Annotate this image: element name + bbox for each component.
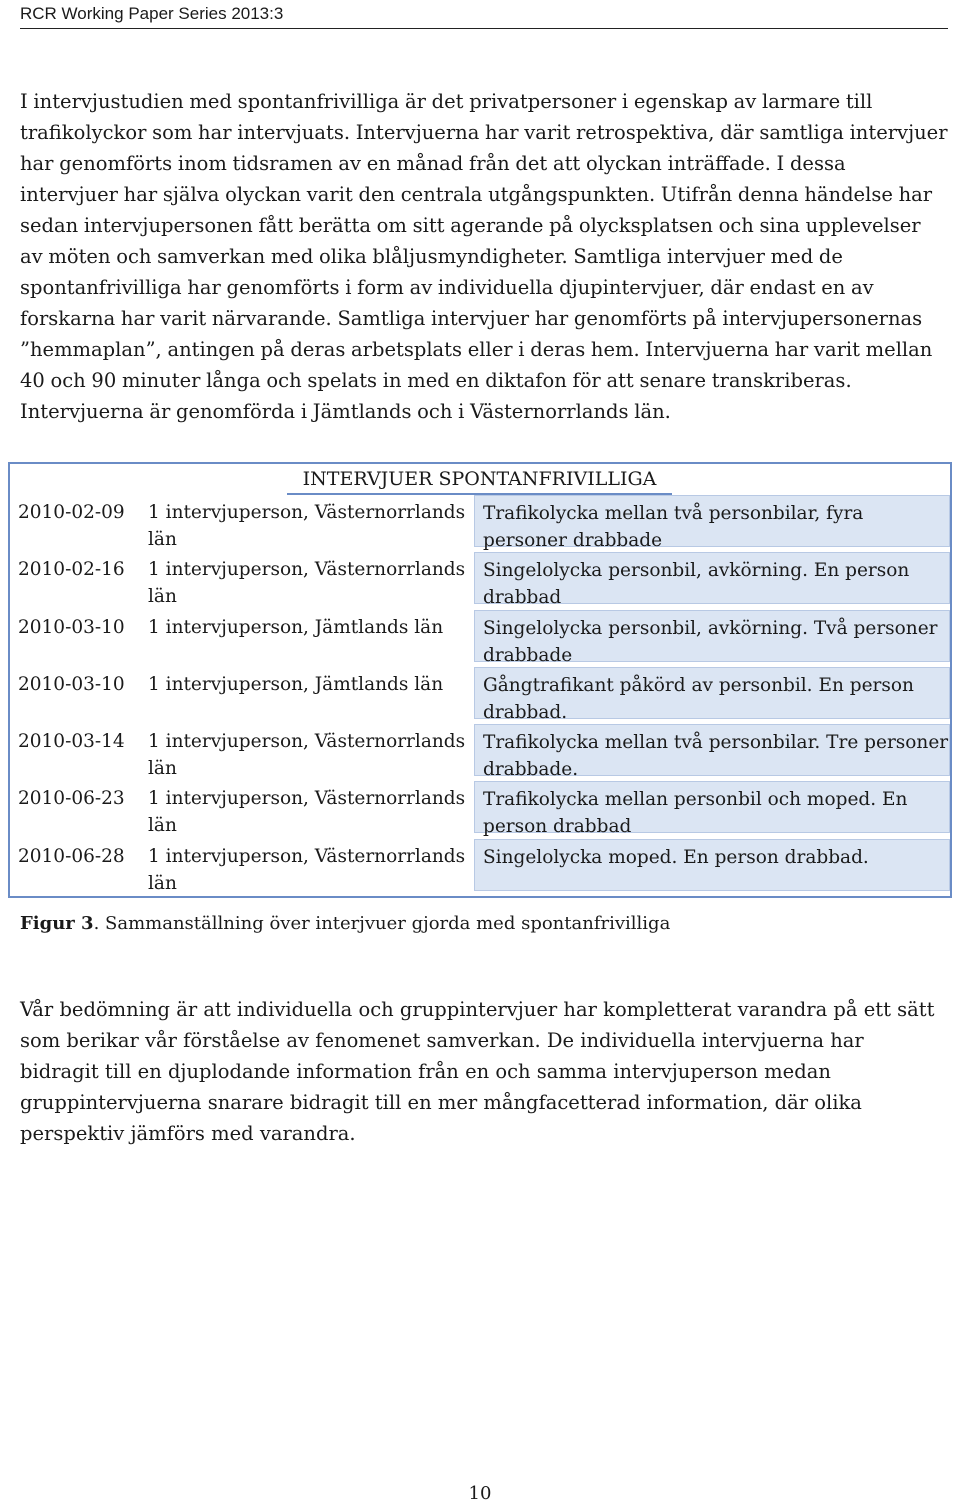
date-cell: 2010-03-10 — [18, 673, 125, 695]
body-paragraph-assessment: Vår bedömning är att individuella och gruppintervjuer har kompletterat varandra på ett sätt som berikar vår förståelse av fenomenet samverkan. De individuella intervjuerna har bidragit till en djuplodande information från en och samma intervjuperson medan gruppintervjuerna snarare bidragit till en mer mångfacetterad information, där olika perspektiv jämförs med varandra. — [20, 998, 935, 1145]
interview-cell: 1 intervjuperson, Västernorrlands län — [148, 845, 466, 894]
description-cell: Gångtrafikant påkörd av personbil. En person drabbad. — [474, 667, 950, 719]
interview-cell: 1 intervjuperson, Västernorrlands län — [148, 788, 466, 837]
date-cell: 2010-06-23 — [18, 788, 125, 810]
body-paragraph-method: I intervjustudien med spontanfrivilliga är det privatpersoner i egenskap av larmare till trafikolyckor som har intervjuats. Intervjuerna har varit retrospektiva, där samtliga intervjuer har genomförts inom tidsramen av en månad från det att olyckan inträffade. I dessa intervjuer har själva olyckan varit den centrala utgångspunkten. Utifrån denna händelse har sedan intervjupersonen fått berätta om sitt agerande på olycksplatsen och sina upplevelser av möten och samverkan med olika blåljusmyndigheter. Samtliga intervjuer med de spontanfrivilliga har genomförts i form av individuella djupintervjuer, där endast en av forskarna har varit närvarande. Samtliga intervjuer har genomförts på intervjupersonernas ”hemmaplan”, antingen på deras arbetsplats eller i deras hem. Intervjuerna har varit mellan 40 och 90 minuter långa och spelats in med en diktafon för att senare transkriberas. Intervjuerna är genomförda i Jämtlands och i Västernorrlands län. — [20, 90, 948, 423]
date-cell: 2010-02-09 — [18, 502, 125, 523]
table-body — [10, 495, 950, 896]
date-cell: 2010-03-10 — [18, 616, 125, 638]
interview-cell: 1 intervjuperson, Jämtlands län — [148, 616, 444, 638]
table-row — [10, 495, 950, 552]
table-row — [10, 839, 950, 896]
description-cell: Trafikolycka mellan två personbilar, fyra personer drabbade — [474, 495, 950, 547]
caption-text: . Sammanställning över interjvuer gjorda med spontanfrivilliga — [93, 913, 671, 934]
table-row — [10, 610, 950, 667]
interview-cell: 1 intervjuperson, Västernorrlands län — [148, 731, 466, 780]
description-cell: Trafikolycka mellan personbil och moped. En person drabbad — [474, 781, 950, 833]
table-row — [10, 724, 950, 781]
interview-cell: 1 intervjuperson, Västernorrlands län — [148, 502, 466, 550]
caption-label: Figur 3 — [20, 913, 94, 934]
description-cell: Trafikolycka mellan två personbilar. Tre personer drabbade. — [474, 724, 950, 776]
page-number: 10 — [468, 1483, 492, 1504]
date-cell: 2010-02-16 — [18, 559, 125, 581]
running-header: RCR Working Paper Series 2013:3 — [20, 4, 948, 29]
description-cell: Singelolycka personbil, avkörning. Två personer drabbade — [474, 610, 950, 662]
table-row — [10, 781, 950, 838]
description-cell: Singelolycka personbil, avkörning. En person drabbad — [474, 552, 950, 604]
table-row — [10, 667, 950, 724]
date-cell: 2010-03-14 — [18, 731, 125, 753]
table-title: INTERVJUER SPONTANFRIVILLIGA — [287, 465, 672, 495]
description-cell: Singelolycka moped. En person drabbad. — [474, 839, 950, 891]
interview-cell: 1 intervjuperson, Jämtlands län — [148, 673, 444, 695]
interview-cell: 1 intervjuperson, Västernorrlands län — [148, 559, 466, 608]
figure-caption — [20, 913, 670, 934]
date-cell: 2010-06-28 — [18, 845, 125, 867]
table-row — [10, 552, 950, 609]
